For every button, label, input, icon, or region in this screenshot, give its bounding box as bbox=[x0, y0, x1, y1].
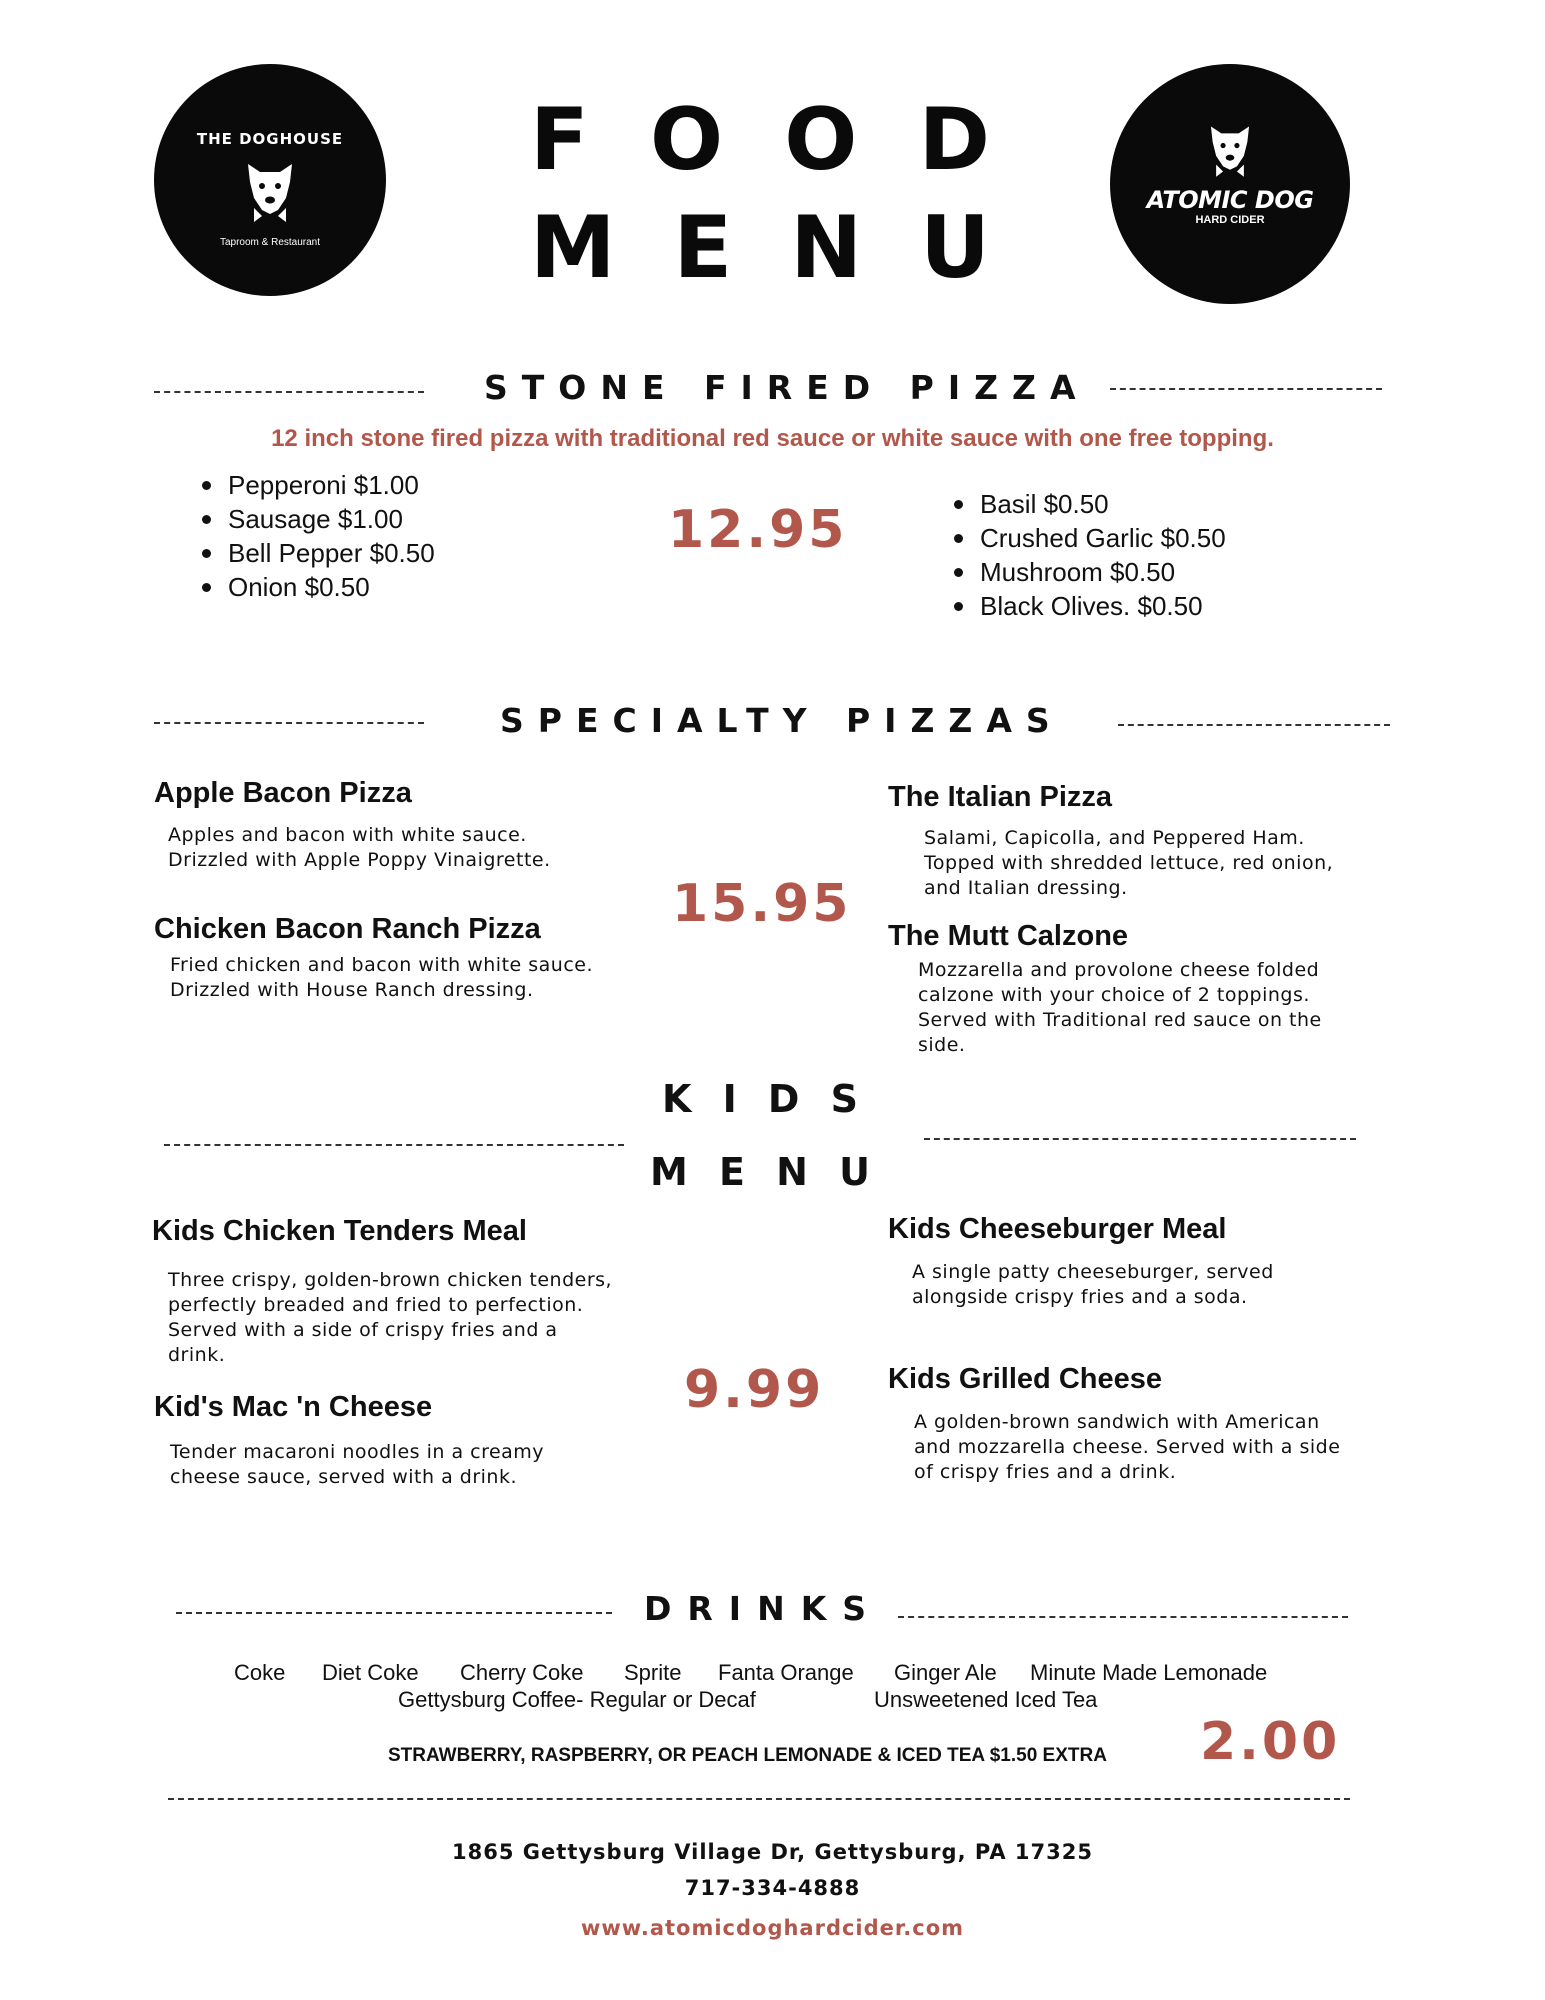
menu-item-name: The Italian Pizza bbox=[888, 781, 1112, 813]
menu-item-desc: Apples and bacon with white sauce. Drizzled with Apple Poppy Vinaigrette. bbox=[168, 824, 551, 871]
drink-item: Ginger Ale bbox=[894, 1660, 997, 1685]
divider bbox=[1110, 388, 1382, 390]
list-item: Black Olives. $0.50 bbox=[980, 589, 1226, 623]
kids-heading: K I D S bbox=[662, 1077, 858, 1121]
title-letter: O bbox=[784, 90, 858, 190]
title-letter: U bbox=[920, 198, 990, 298]
title-letter: F bbox=[530, 90, 589, 190]
menu-item-desc: Tender macaroni noodles in a creamy cheese sauce, served with a drink. bbox=[170, 1441, 545, 1488]
title-letter: O bbox=[649, 90, 724, 190]
drink-item: Diet Coke bbox=[322, 1660, 419, 1685]
divider bbox=[924, 1138, 1356, 1140]
doghouse-logo bbox=[154, 64, 386, 296]
menu-item-desc: A single patty cheeseburger, served alongside crispy fries and a soda. bbox=[912, 1261, 1274, 1308]
drink-item: Coke bbox=[234, 1660, 286, 1685]
drink-item: Gettysburg Coffee- Regular or Decaf bbox=[398, 1687, 756, 1712]
section-heading-pizza: STONE FIRED PIZZA bbox=[484, 368, 1090, 407]
list-item: Basil $0.50 bbox=[980, 487, 1226, 521]
menu-item-name: Apple Bacon Pizza bbox=[154, 777, 412, 809]
list-item: Bell Pepper $0.50 bbox=[228, 538, 435, 568]
menu-item-desc: Three crispy, golden-brown chicken tenders, perfectly breaded and fried to perfection. Served with a side of crispy fries and a drink. bbox=[168, 1269, 613, 1366]
title-menu bbox=[530, 198, 990, 298]
toppings-list-left bbox=[198, 468, 435, 604]
title-letter: D bbox=[918, 90, 990, 190]
drink-item: Sprite bbox=[624, 1660, 682, 1685]
drinks-extra-note: STRAWBERRY, RASPBERRY, OR PEACH LEMONADE & ICED TEA $1.50 EXTRA bbox=[388, 1745, 1107, 1766]
menu-item-name: Kids Grilled Cheese bbox=[888, 1363, 1162, 1395]
footer-website-link[interactable]: www.atomicdoghardcider.com bbox=[580, 1916, 965, 1940]
section-heading-specialty: SPECIALTY PIZZAS bbox=[500, 701, 1064, 740]
list-item: Onion $0.50 bbox=[228, 570, 435, 604]
drink-item: Unsweetened Iced Tea bbox=[874, 1687, 1098, 1712]
list-item: Mushroom $0.50 bbox=[980, 555, 1226, 589]
menu-item-desc: Salami, Capicolla, and Peppered Ham. Topped with shredded lettuce, red onion, and Italian dressing. bbox=[924, 827, 1334, 899]
title-letter: E bbox=[673, 198, 733, 298]
title-letter: M bbox=[530, 198, 616, 298]
divider bbox=[1118, 724, 1390, 726]
divider bbox=[164, 1144, 624, 1146]
footer-address: 1865 Gettysburg Village Dr, Gettysburg, PA 17325 bbox=[452, 1840, 1093, 1864]
divider bbox=[154, 722, 424, 724]
menu-item-desc: Fried chicken and bacon with white sauce. Drizzled with House Ranch dressing. bbox=[170, 954, 594, 1001]
doghouse-logo-title: THE DOGHOUSE bbox=[196, 130, 344, 148]
atomic-logo-title: ATOMIC DOG bbox=[1146, 186, 1314, 214]
atomic-logo-subtitle: HARD CIDER bbox=[1195, 214, 1265, 226]
menu-item-name: Kids Chicken Tenders Meal bbox=[152, 1215, 527, 1247]
divider bbox=[154, 391, 424, 393]
drink-item: Cherry Coke bbox=[460, 1660, 584, 1685]
menu-item-name: The Mutt Calzone bbox=[888, 920, 1129, 952]
atomic-dog-logo bbox=[1110, 64, 1350, 304]
dog-head-icon bbox=[240, 158, 300, 222]
toppings-list-right bbox=[950, 487, 1226, 623]
drinks-price: 2.00 bbox=[1200, 1712, 1341, 1772]
dog-head-icon bbox=[1204, 120, 1256, 178]
divider bbox=[176, 1612, 612, 1614]
kids-menu-heading: M E N U bbox=[650, 1150, 870, 1194]
menu-item-name: Kids Cheeseburger Meal bbox=[888, 1213, 1227, 1245]
menu-item-desc: Mozzarella and provolone cheese folded calzone with your choice of 2 toppings. Served with Traditional red sauce on the side. bbox=[918, 959, 1322, 1056]
specialty-price: 15.95 bbox=[672, 874, 852, 934]
list-item: Pepperoni $1.00 bbox=[228, 468, 435, 502]
menu-item-name: Kid's Mac 'n Cheese bbox=[154, 1391, 433, 1423]
section-heading-drinks: DRINKS bbox=[644, 1589, 883, 1628]
divider bbox=[168, 1798, 1350, 1800]
footer-phone[interactable]: 717-334-4888 bbox=[684, 1876, 861, 1900]
drink-item: Fanta Orange bbox=[718, 1660, 854, 1685]
doghouse-logo-subtitle: Taproom & Restaurant bbox=[219, 237, 321, 248]
menu-item-desc: A golden-brown sandwich with American and mozzarella cheese. Served with a side of crispy fries and a drink. bbox=[914, 1411, 1341, 1483]
drink-item: Minute Made Lemonade bbox=[1030, 1660, 1268, 1685]
title-letter: N bbox=[790, 198, 863, 298]
kids-price: 9.99 bbox=[684, 1360, 825, 1420]
list-item: Sausage $1.00 bbox=[228, 502, 435, 536]
title-food bbox=[530, 90, 990, 190]
divider bbox=[898, 1616, 1348, 1618]
menu-item-name: Chicken Bacon Ranch Pizza bbox=[154, 913, 541, 945]
pizza-price: 12.95 bbox=[668, 500, 848, 560]
list-item: Crushed Garlic $0.50 bbox=[980, 523, 1226, 553]
pizza-tagline: 12 inch stone fired pizza with traditional red sauce or white sauce with one free topping. bbox=[271, 425, 1274, 452]
